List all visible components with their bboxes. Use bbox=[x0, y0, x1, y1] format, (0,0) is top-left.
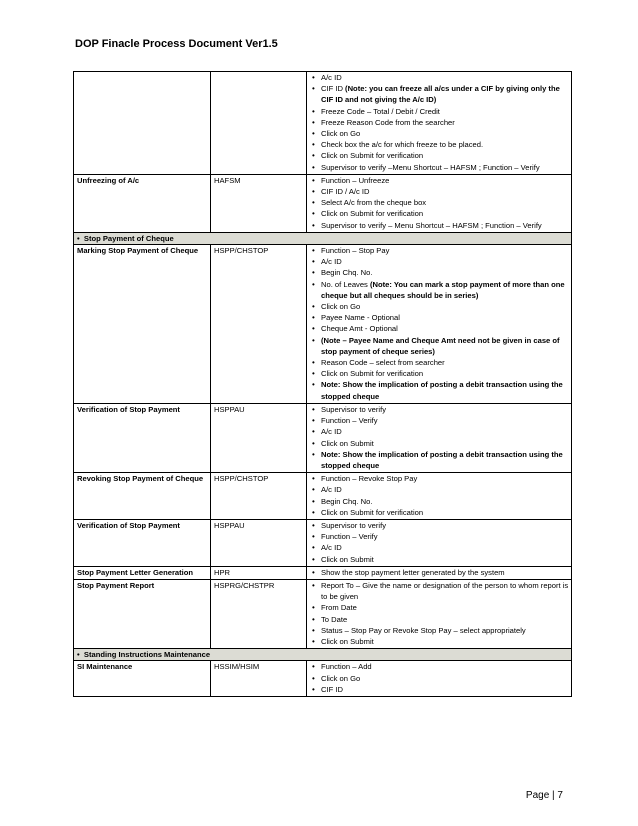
steps-cell bbox=[307, 566, 572, 579]
step-text: Note: Show the implication of posting a debit transaction using the stopped cheque bbox=[321, 380, 563, 401]
step-item bbox=[310, 661, 569, 672]
step-item bbox=[310, 106, 569, 117]
step-text: A/c ID bbox=[321, 427, 342, 437]
step-item bbox=[310, 186, 569, 197]
step-text: Click on Go bbox=[321, 129, 361, 139]
step-text: CIF ID bbox=[321, 84, 346, 94]
section-label: • Stop Payment of Cheque bbox=[77, 234, 174, 243]
step-item bbox=[310, 625, 569, 636]
table-row bbox=[74, 519, 572, 566]
step-item bbox=[310, 542, 569, 553]
step-text: Check box the a/c for which freeze to be placed. bbox=[321, 140, 484, 150]
step-text: CIF ID bbox=[321, 684, 343, 694]
step-text: Function – Verify bbox=[321, 532, 378, 542]
steps-list bbox=[310, 72, 569, 173]
step-item bbox=[310, 72, 569, 83]
step-text: Click on Submit for verification bbox=[321, 209, 424, 219]
step-text: Click on Go bbox=[321, 302, 361, 312]
step-text: No. of Leaves bbox=[321, 279, 370, 289]
menu-code-cell: HPR bbox=[211, 566, 307, 579]
step-text: A/c ID bbox=[321, 543, 342, 553]
steps-cell bbox=[307, 174, 572, 232]
step-text: Click on Submit bbox=[321, 636, 374, 646]
step-item bbox=[310, 175, 569, 186]
menu-code-cell: HSPPAU bbox=[211, 519, 307, 566]
step-item bbox=[310, 449, 569, 471]
steps-list bbox=[310, 580, 569, 647]
step-item bbox=[310, 496, 569, 507]
section-header-cell bbox=[74, 649, 572, 661]
section-header-cell bbox=[74, 232, 572, 244]
step-text: Freeze Reason Code from the searcher bbox=[321, 117, 455, 127]
menu-code-cell: HSPRG/CHSTPR bbox=[211, 579, 307, 648]
step-item bbox=[310, 357, 569, 368]
menu-code-cell: HSPP/CHSTOP bbox=[211, 473, 307, 520]
step-item bbox=[310, 83, 569, 105]
menu-code-cell: HSSIM/HSIM bbox=[211, 661, 307, 697]
step-item bbox=[310, 602, 569, 613]
table-row bbox=[74, 566, 572, 579]
steps-cell bbox=[307, 473, 572, 520]
step-item bbox=[310, 301, 569, 312]
step-item bbox=[310, 245, 569, 256]
step-text: Begin Chq. No. bbox=[321, 496, 373, 506]
step-item bbox=[310, 673, 569, 684]
activity-cell: Stop Payment Letter Generation bbox=[74, 566, 211, 579]
step-item bbox=[310, 379, 569, 401]
step-text: From Date bbox=[321, 603, 357, 613]
steps-list bbox=[310, 520, 569, 565]
step-text: Status – Stop Pay or Revoke Stop Pay – select appropriately bbox=[321, 625, 526, 635]
table-row bbox=[74, 403, 572, 472]
step-text: Report To – Give the name or designation of the person to whom report is to be given bbox=[321, 580, 569, 602]
step-item bbox=[310, 636, 569, 647]
activity-cell: Verification of Stop Payment bbox=[74, 519, 211, 566]
steps-cell bbox=[307, 579, 572, 648]
steps-cell bbox=[307, 519, 572, 566]
menu-code-cell bbox=[211, 72, 307, 175]
step-item bbox=[310, 567, 569, 578]
step-item bbox=[310, 404, 569, 415]
step-item bbox=[310, 117, 569, 128]
step-text: Reason Code – select from searcher bbox=[321, 358, 445, 368]
table-row bbox=[74, 245, 572, 404]
step-text: To Date bbox=[321, 614, 348, 624]
step-item bbox=[310, 256, 569, 267]
step-item bbox=[310, 368, 569, 379]
steps-list bbox=[310, 245, 569, 402]
steps-cell bbox=[307, 403, 572, 472]
step-item bbox=[310, 438, 569, 449]
step-text: Supervisor to verify – Menu Shortcut – HAFSM ; Function – Verify bbox=[321, 220, 542, 230]
step-text: Begin Chq. No. bbox=[321, 268, 373, 278]
step-text: A/c ID bbox=[321, 485, 342, 495]
steps-list bbox=[310, 567, 569, 578]
step-item bbox=[310, 426, 569, 437]
section-header-row bbox=[74, 649, 572, 661]
step-text: Function – Add bbox=[321, 662, 372, 672]
step-item bbox=[310, 473, 569, 484]
process-table-body bbox=[74, 72, 572, 697]
step-item bbox=[310, 139, 569, 150]
step-item bbox=[310, 507, 569, 518]
step-text: Click on Submit for verification bbox=[321, 151, 424, 161]
step-text: Function – Revoke Stop Pay bbox=[321, 474, 418, 484]
section-label: • Standing Instructions Maintenance bbox=[77, 650, 210, 659]
process-table bbox=[73, 71, 572, 697]
steps-list bbox=[310, 404, 569, 471]
step-text: Cheque Amt - Optional bbox=[321, 324, 398, 334]
document-title: DOP Finacle Process Document Ver1.5 bbox=[75, 38, 278, 50]
step-text: (Note: You can mark a stop payment of more than one cheque but all cheques should be in series) bbox=[321, 279, 565, 300]
step-item bbox=[310, 220, 569, 231]
step-item bbox=[310, 312, 569, 323]
step-text: Click on Submit for verification bbox=[321, 507, 424, 517]
activity-cell: Revoking Stop Payment of Cheque bbox=[74, 473, 211, 520]
steps-cell bbox=[307, 661, 572, 697]
step-item bbox=[310, 484, 569, 495]
step-text: Function – Stop Pay bbox=[321, 246, 390, 256]
step-item bbox=[310, 614, 569, 625]
step-item bbox=[310, 323, 569, 334]
step-text: Click on Go bbox=[321, 673, 361, 683]
section-header-row bbox=[74, 232, 572, 244]
step-item bbox=[310, 150, 569, 161]
table-row bbox=[74, 72, 572, 175]
steps-cell bbox=[307, 245, 572, 404]
step-item bbox=[310, 415, 569, 426]
steps-list bbox=[310, 473, 569, 518]
step-text: Payee Name - Optional bbox=[321, 313, 400, 323]
step-text: Note: Show the implication of posting a debit transaction using the stopped cheque bbox=[321, 449, 563, 470]
step-item bbox=[310, 531, 569, 542]
step-item bbox=[310, 208, 569, 219]
page-number: Page | 7 bbox=[525, 790, 563, 801]
activity-cell bbox=[74, 72, 211, 175]
step-text: A/c ID bbox=[321, 73, 342, 82]
step-text: Supervisor to verify –Menu Shortcut – HAFSM ; Function – Verify bbox=[321, 162, 540, 172]
step-text: Supervisor to verify bbox=[321, 404, 386, 414]
steps-list bbox=[310, 661, 569, 695]
activity-cell: Verification of Stop Payment bbox=[74, 403, 211, 472]
step-item bbox=[310, 520, 569, 531]
step-text: Freeze Code – Total / Debit / Credit bbox=[321, 106, 440, 116]
activity-cell: Unfreezing of A/c bbox=[74, 174, 211, 232]
step-text: Show the stop payment letter generated by the system bbox=[321, 567, 505, 577]
step-item bbox=[310, 554, 569, 565]
step-item bbox=[310, 128, 569, 139]
step-text: Select A/c from the cheque box bbox=[321, 198, 427, 208]
step-text: Click on Submit bbox=[321, 554, 374, 564]
table-row bbox=[74, 473, 572, 520]
table-row bbox=[74, 661, 572, 697]
step-text: Supervisor to verify bbox=[321, 520, 386, 530]
step-text: Function – Verify bbox=[321, 416, 378, 426]
table-row bbox=[74, 579, 572, 648]
step-text: A/c ID bbox=[321, 257, 342, 267]
steps-cell bbox=[307, 72, 572, 175]
steps-list bbox=[310, 175, 569, 231]
activity-cell: SI Maintenance bbox=[74, 661, 211, 697]
table-row bbox=[74, 174, 572, 232]
step-item bbox=[310, 335, 569, 357]
step-item bbox=[310, 162, 569, 173]
step-text: Function – Unfreeze bbox=[321, 175, 390, 185]
step-text: CIF ID / A/c ID bbox=[321, 187, 370, 197]
step-item bbox=[310, 580, 569, 602]
activity-cell: Stop Payment Report bbox=[74, 579, 211, 648]
step-item bbox=[310, 267, 569, 278]
step-item bbox=[310, 684, 569, 695]
step-item bbox=[310, 197, 569, 208]
step-item bbox=[310, 279, 569, 301]
step-text: (Note – Payee Name and Cheque Amt need not be given in case of stop payment of cheque series) bbox=[321, 335, 560, 356]
step-text: (Note: you can freeze all a/cs under a CIF by giving only the CIF ID and not giving the A/c ID) bbox=[321, 84, 560, 105]
menu-code-cell: HSPP/CHSTOP bbox=[211, 245, 307, 404]
menu-code-cell: HSPPAU bbox=[211, 403, 307, 472]
step-text: Click on Submit for verification bbox=[321, 369, 424, 379]
activity-cell: Marking Stop Payment of Cheque bbox=[74, 245, 211, 404]
menu-code-cell: HAFSM bbox=[211, 174, 307, 232]
step-text: Click on Submit bbox=[321, 438, 374, 448]
